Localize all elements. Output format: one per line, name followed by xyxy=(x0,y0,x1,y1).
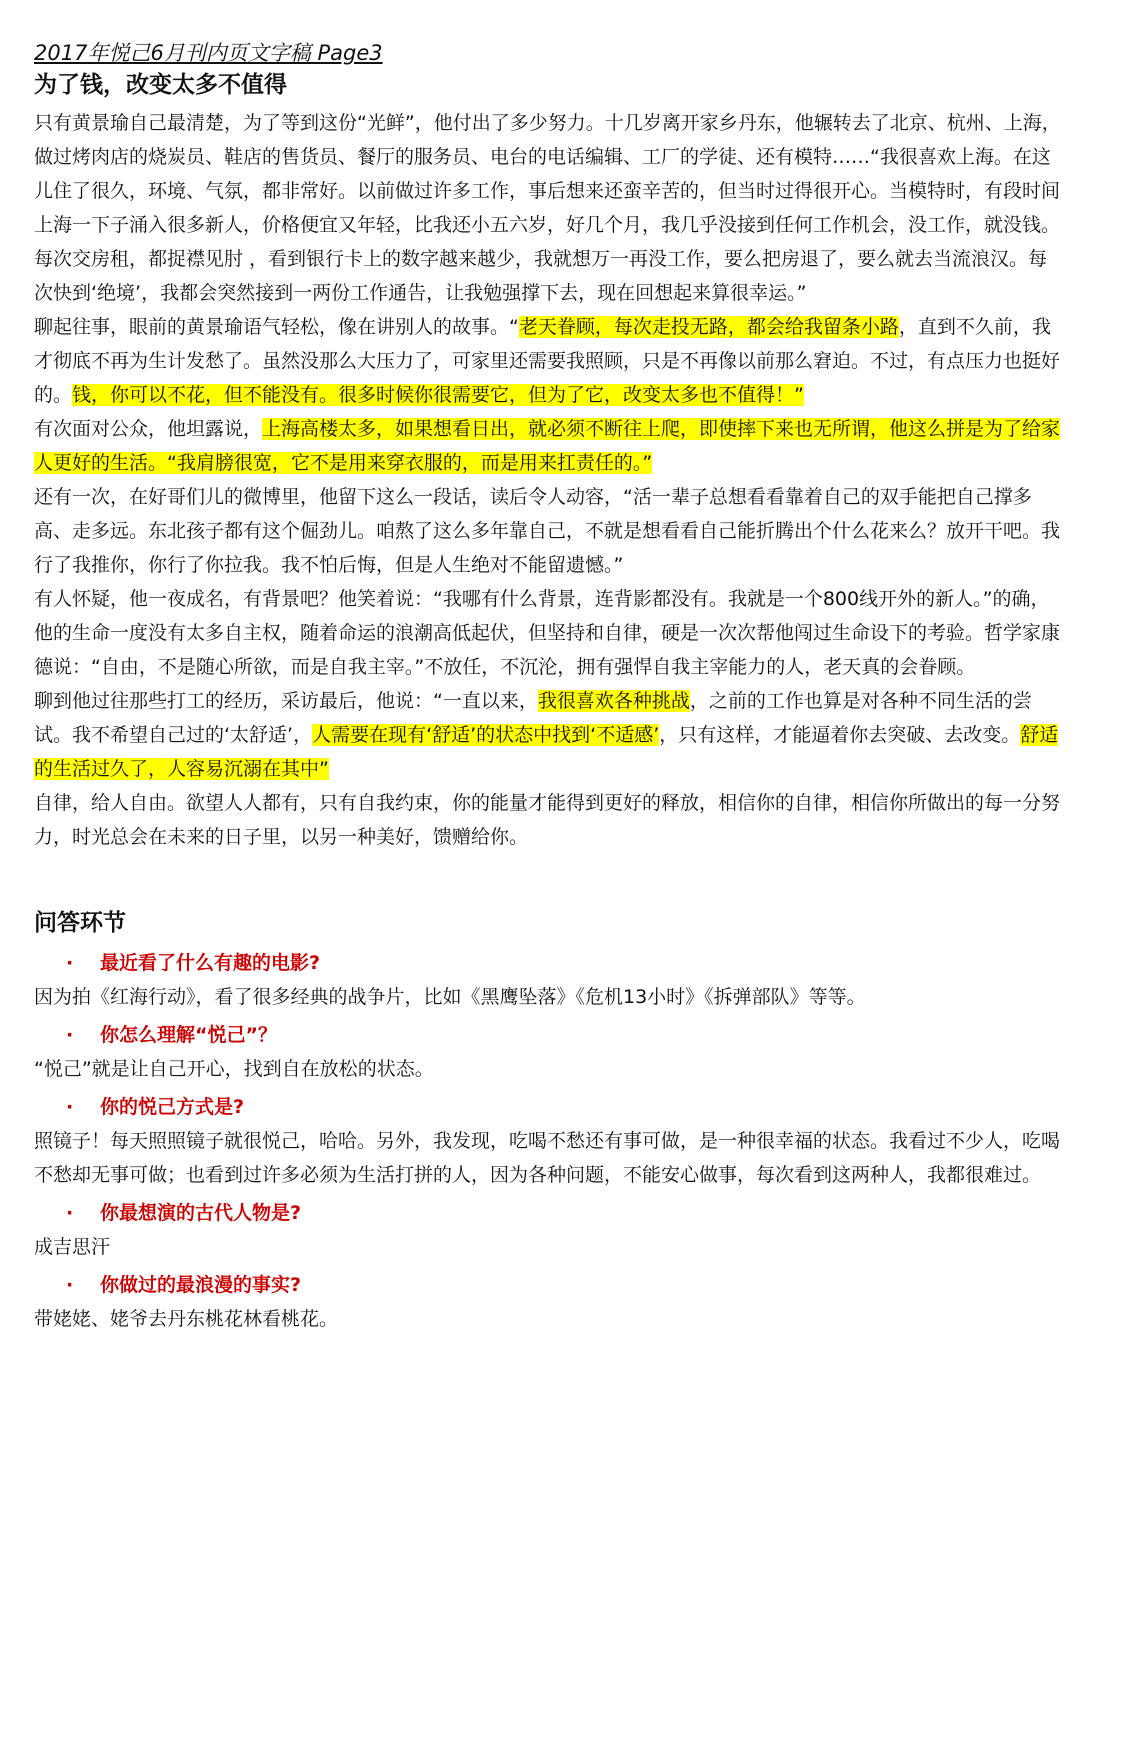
paragraph-text: 只有黄景瑜自己最清楚，为了等到这份“光鲜”，他付出了多少努力。十几岁离开家乡丹东，他辗转去了北京、杭州、上海，做过烤肉店的烧炭员、鞋店的售货员、餐厅的服务员、电台的电话编辑、工厂的学徒、还有模特……“我很喜欢上海。在这儿住了很久，环境、气氛，都非常好。以前做过许多工作，事后想来还蛮辛苦的，但当时过得很开心。当模特时，有段时间上海一下子涌入很多新人，价格便宜又年轻，比我还小五六岁，好几个月，我几乎没接到任何工作机会，没工作，就没钱。每次交房租，都捉襟见肘 ，看到银行卡上的数字越来越少，我就想万一再没工作，要么把房退了，要么就去当流浪汉。每次快到‘绝境’，我都会突然接到一两份工作通告，让我勉强撑下去，现在回想起来算很幸运。” xyxy=(34,112,1061,304)
body-paragraph xyxy=(34,412,1064,480)
bullet-icon: · xyxy=(66,1024,74,1046)
paragraph-text: 聊到他过往那些打工的经历，采访最后，他说：“一直以来， xyxy=(34,690,538,712)
paragraph-text: 有人怀疑，他一夜成名，有背景吧？他笑着说：“我哪有什么背景，连背影都没有。我就是一个800线开外的新人。”的确，他的生命一度没有太多自主权，随着命运的浪潮高低起伏，但坚持和自律，硬是一次次帮他闯过生命设下的考验。哲学家康德说：“自由，不是随心所欲，而是自我主宰。”不放任，不沉沦，拥有强悍自我主宰能力的人，老天真的会眷顾。 xyxy=(34,588,1061,678)
qa-question-text: 你怎么理解“悦己”？ xyxy=(100,1024,277,1046)
highlighted-text: 老天眷顾，每次走投无路，都会给我留条小路 xyxy=(518,316,899,338)
section-spacer xyxy=(34,854,1064,906)
qa-question-text: 你做过的最浪漫的事实? xyxy=(100,1274,302,1296)
qa-answer: 成吉思汗 xyxy=(34,1236,111,1258)
qa-question-text: 最近看了什么有趣的电影? xyxy=(100,952,321,974)
qa-answer: 照镜子！每天照照镜子就很悦己，哈哈。另外，我发现，吃喝不愁还有事可做，是一种很幸福的状态。我看过不少人，吃喝不愁却无事可做；也看到过许多必须为生活打拼的人，因为各种问题，不能安心做事，每次看到这两种人，我都很难过。 xyxy=(34,1130,1061,1186)
highlighted-text: 舒适的生活过久了，人容易沉溺在其中” xyxy=(34,724,1059,780)
qa-answer: 因为拍《红海行动》，看了很多经典的战争片，比如《黑鹰坠落》《危机13小时》《拆弹部队》等等。 xyxy=(34,986,866,1008)
body-paragraph xyxy=(34,310,1064,412)
qa-answer: 带姥姥、姥爷去丹东桃花林看桃花。 xyxy=(34,1308,339,1330)
paragraph-text: ，只有这样，才能逼着你去突破、去改变。 xyxy=(659,724,1021,746)
qa-question xyxy=(34,1196,1064,1230)
paragraph-text: 自律，给人自由。欲望人人都有，只有自我约束，你的能量才能得到更好的释放，相信你的自律，相信你所做出的每一分努力，时光总会在未来的日子里，以另一种美好，馈赠给你。 xyxy=(34,792,1061,848)
qa-question xyxy=(34,946,1064,980)
qa-section-title: 问答环节 xyxy=(34,910,126,936)
qa-question xyxy=(34,1018,1064,1052)
highlighted-text: 上海高楼太多，如果想看日出，就必须不断往上爬，即使摔下来也无所谓，他这么拼是为了给家人更好的生活。“我肩膀很宽，它不是用来穿衣服的，而是用来扛责任的。” xyxy=(34,418,1061,474)
bullet-icon: · xyxy=(66,1202,74,1224)
paragraph-text: ，之前的工作也算是对各种不同生活的尝试。我不希望自己过的‘太舒适’， xyxy=(34,690,1032,746)
qa-answer: “悦己”就是让自己开心，找到自在放松的状态。 xyxy=(34,1058,434,1080)
bullet-icon: · xyxy=(66,1274,74,1296)
qa-question-text: 你的悦己方式是? xyxy=(100,1096,245,1118)
body-paragraph xyxy=(34,786,1064,854)
paragraph-text: ，直到不久前，我才彻底不再为生计发愁了。虽然没那么大压力了，可家里还需要我照顾，只是不再像以前那么窘迫。不过，有点压力也挺好的。 xyxy=(34,316,1061,406)
paragraph-text: 聊起往事，眼前的黄景瑜语气轻松，像在讲别人的故事。“ xyxy=(34,316,519,338)
paragraph-text: 有次面对公众，他坦露说， xyxy=(34,418,263,440)
article-body xyxy=(34,106,1064,854)
highlighted-text: 钱，你可以不花，但不能没有。很多时候你很需要它，但为了它，改变太多也不值得！” xyxy=(72,384,804,406)
body-paragraph xyxy=(34,684,1064,786)
highlighted-text: 我很喜欢各种挑战 xyxy=(537,690,690,712)
qa-question-text: 你最想演的古代人物是? xyxy=(100,1202,302,1224)
bullet-icon: · xyxy=(66,1096,74,1118)
article-title: 为了钱，改变太多不值得 xyxy=(34,72,287,98)
body-paragraph xyxy=(34,480,1064,582)
body-paragraph xyxy=(34,106,1064,310)
document-header: 2017年悦己6月刊内页文字稿 Page3 xyxy=(34,41,383,65)
body-paragraph xyxy=(34,582,1064,684)
qa-question xyxy=(34,1090,1064,1124)
qa-list xyxy=(34,946,1064,1336)
highlighted-text: 人需要在现有‘舒适’的状态中找到‘不适感’ xyxy=(312,724,660,746)
qa-question xyxy=(34,1268,1064,1302)
paragraph-text: 还有一次，在好哥们儿的微博里，他留下这么一段话，读后令人动容，“活一辈子总想看看靠着自己的双手能把自己撑多高、走多远。东北孩子都有这个倔劲儿。咱熬了这么多年靠自己，不就是想看看自己能折腾出个什么花来么？放开干吧。我行了我推你，你行了你拉我。我不怕后悔，但是人生绝对不能留遗憾。” xyxy=(34,486,1061,576)
bullet-icon: · xyxy=(66,952,74,974)
